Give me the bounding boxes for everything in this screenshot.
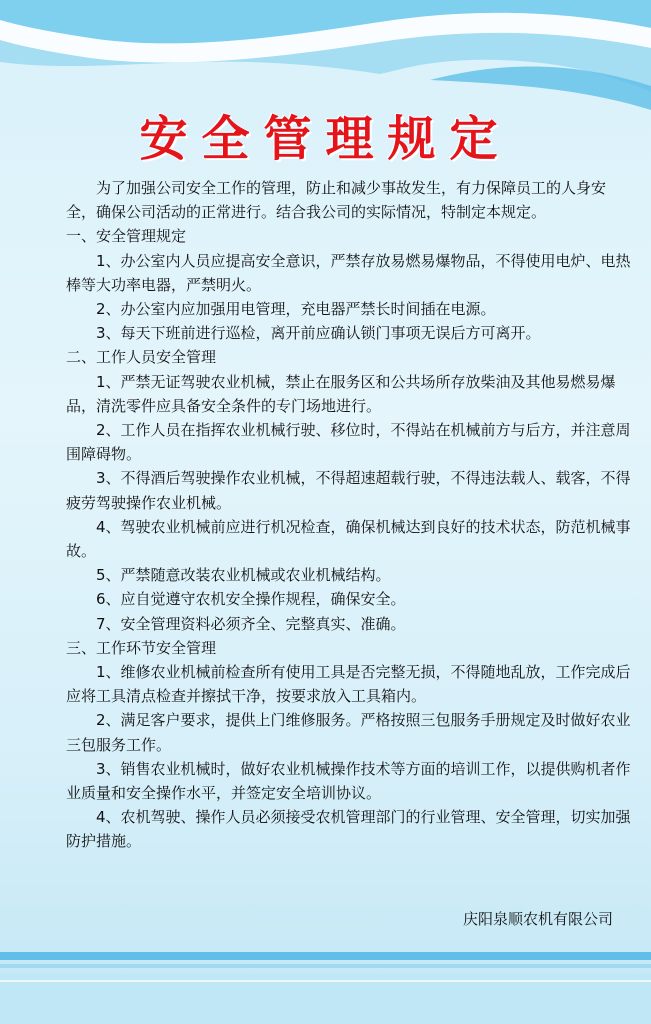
section-heading-2: 二、工作人员安全管理 bbox=[66, 348, 217, 367]
company-signature: 庆阳泉顺农机有限公司 bbox=[462, 910, 613, 928]
document-body bbox=[66, 176, 634, 854]
rule-item: 3、销售农业机械时，做好农业机械操作技术等方面的培训工作，以提供购机者作业质量和安全操作水平，并签定安全培训协议。 bbox=[66, 759, 631, 803]
rule-item: 2、满足客户要求，提供上门维修服务。严格按照三包服务手册规定及时做好农业三包服务工作。 bbox=[66, 711, 631, 754]
rule-item: 2、工作人员在指挥农业机械行驶、移位时，不得站在机械前方与后方，并注意周围障碍物。 bbox=[66, 421, 631, 464]
bottom-wave-decoration bbox=[0, 934, 651, 1024]
section-heading-3: 三、工作环节安全管理 bbox=[66, 638, 217, 657]
rule-item: 3、每天下班前进行巡检，离开前应确认锁门事项无误后方可离开。 bbox=[96, 324, 541, 343]
rule-item: 6、应自觉遵守农机安全操作规程，确保安全。 bbox=[96, 590, 406, 609]
rule-item: 2、办公室内应加强用电管理，充电器严禁长时间插在电源。 bbox=[96, 300, 496, 319]
rule-item: 1、严禁无证驾驶农业机械，禁止在服务区和公共场所存放柴油及其他易燃易爆品，清洗零件应具备安全条件的专门场地进行。 bbox=[66, 372, 616, 415]
intro-paragraph: 为了加强公司安全工作的管理，防止和减少事故发生，有力保障员工的人身安全，确保公司活动的正常进行。结合我公司的实际情况，特制定本规定。 bbox=[66, 179, 607, 222]
page-title: 安全管理规定 bbox=[139, 111, 512, 167]
rule-item: 7、安全管理资料必须齐全、完整真实、准确。 bbox=[96, 614, 406, 633]
rule-item: 3、不得酒后驾驶操作农业机械，不得超速超载行驶，不得违法载人、载客，不得疲劳驾驶操作农业机械。 bbox=[66, 469, 631, 512]
rule-item: 4、农机驾驶、操作人员必须接受农机管理部门的行业管理、安全管理，切实加强防护措施。 bbox=[66, 808, 631, 851]
rule-item: 1、办公室内人员应提高安全意识，严禁存放易燃易爆物品，不得使用电炉、电热棒等大功率电器，严禁明火。 bbox=[66, 251, 631, 294]
section-heading-1: 一、安全管理规定 bbox=[66, 227, 187, 246]
rule-item: 4、驾驶农业机械前应进行机况检查，确保机械达到良好的技术状态，防范机械事故。 bbox=[66, 517, 631, 561]
rule-item: 5、严禁随意改装农业机械或农业机械结构。 bbox=[96, 566, 391, 585]
rule-item: 1、维修农业机械前检查所有使用工具是否完整无损，不得随地乱放，工作完成后应将工具清点检查并擦拭干净，按要求放入工具箱内。 bbox=[66, 663, 631, 706]
